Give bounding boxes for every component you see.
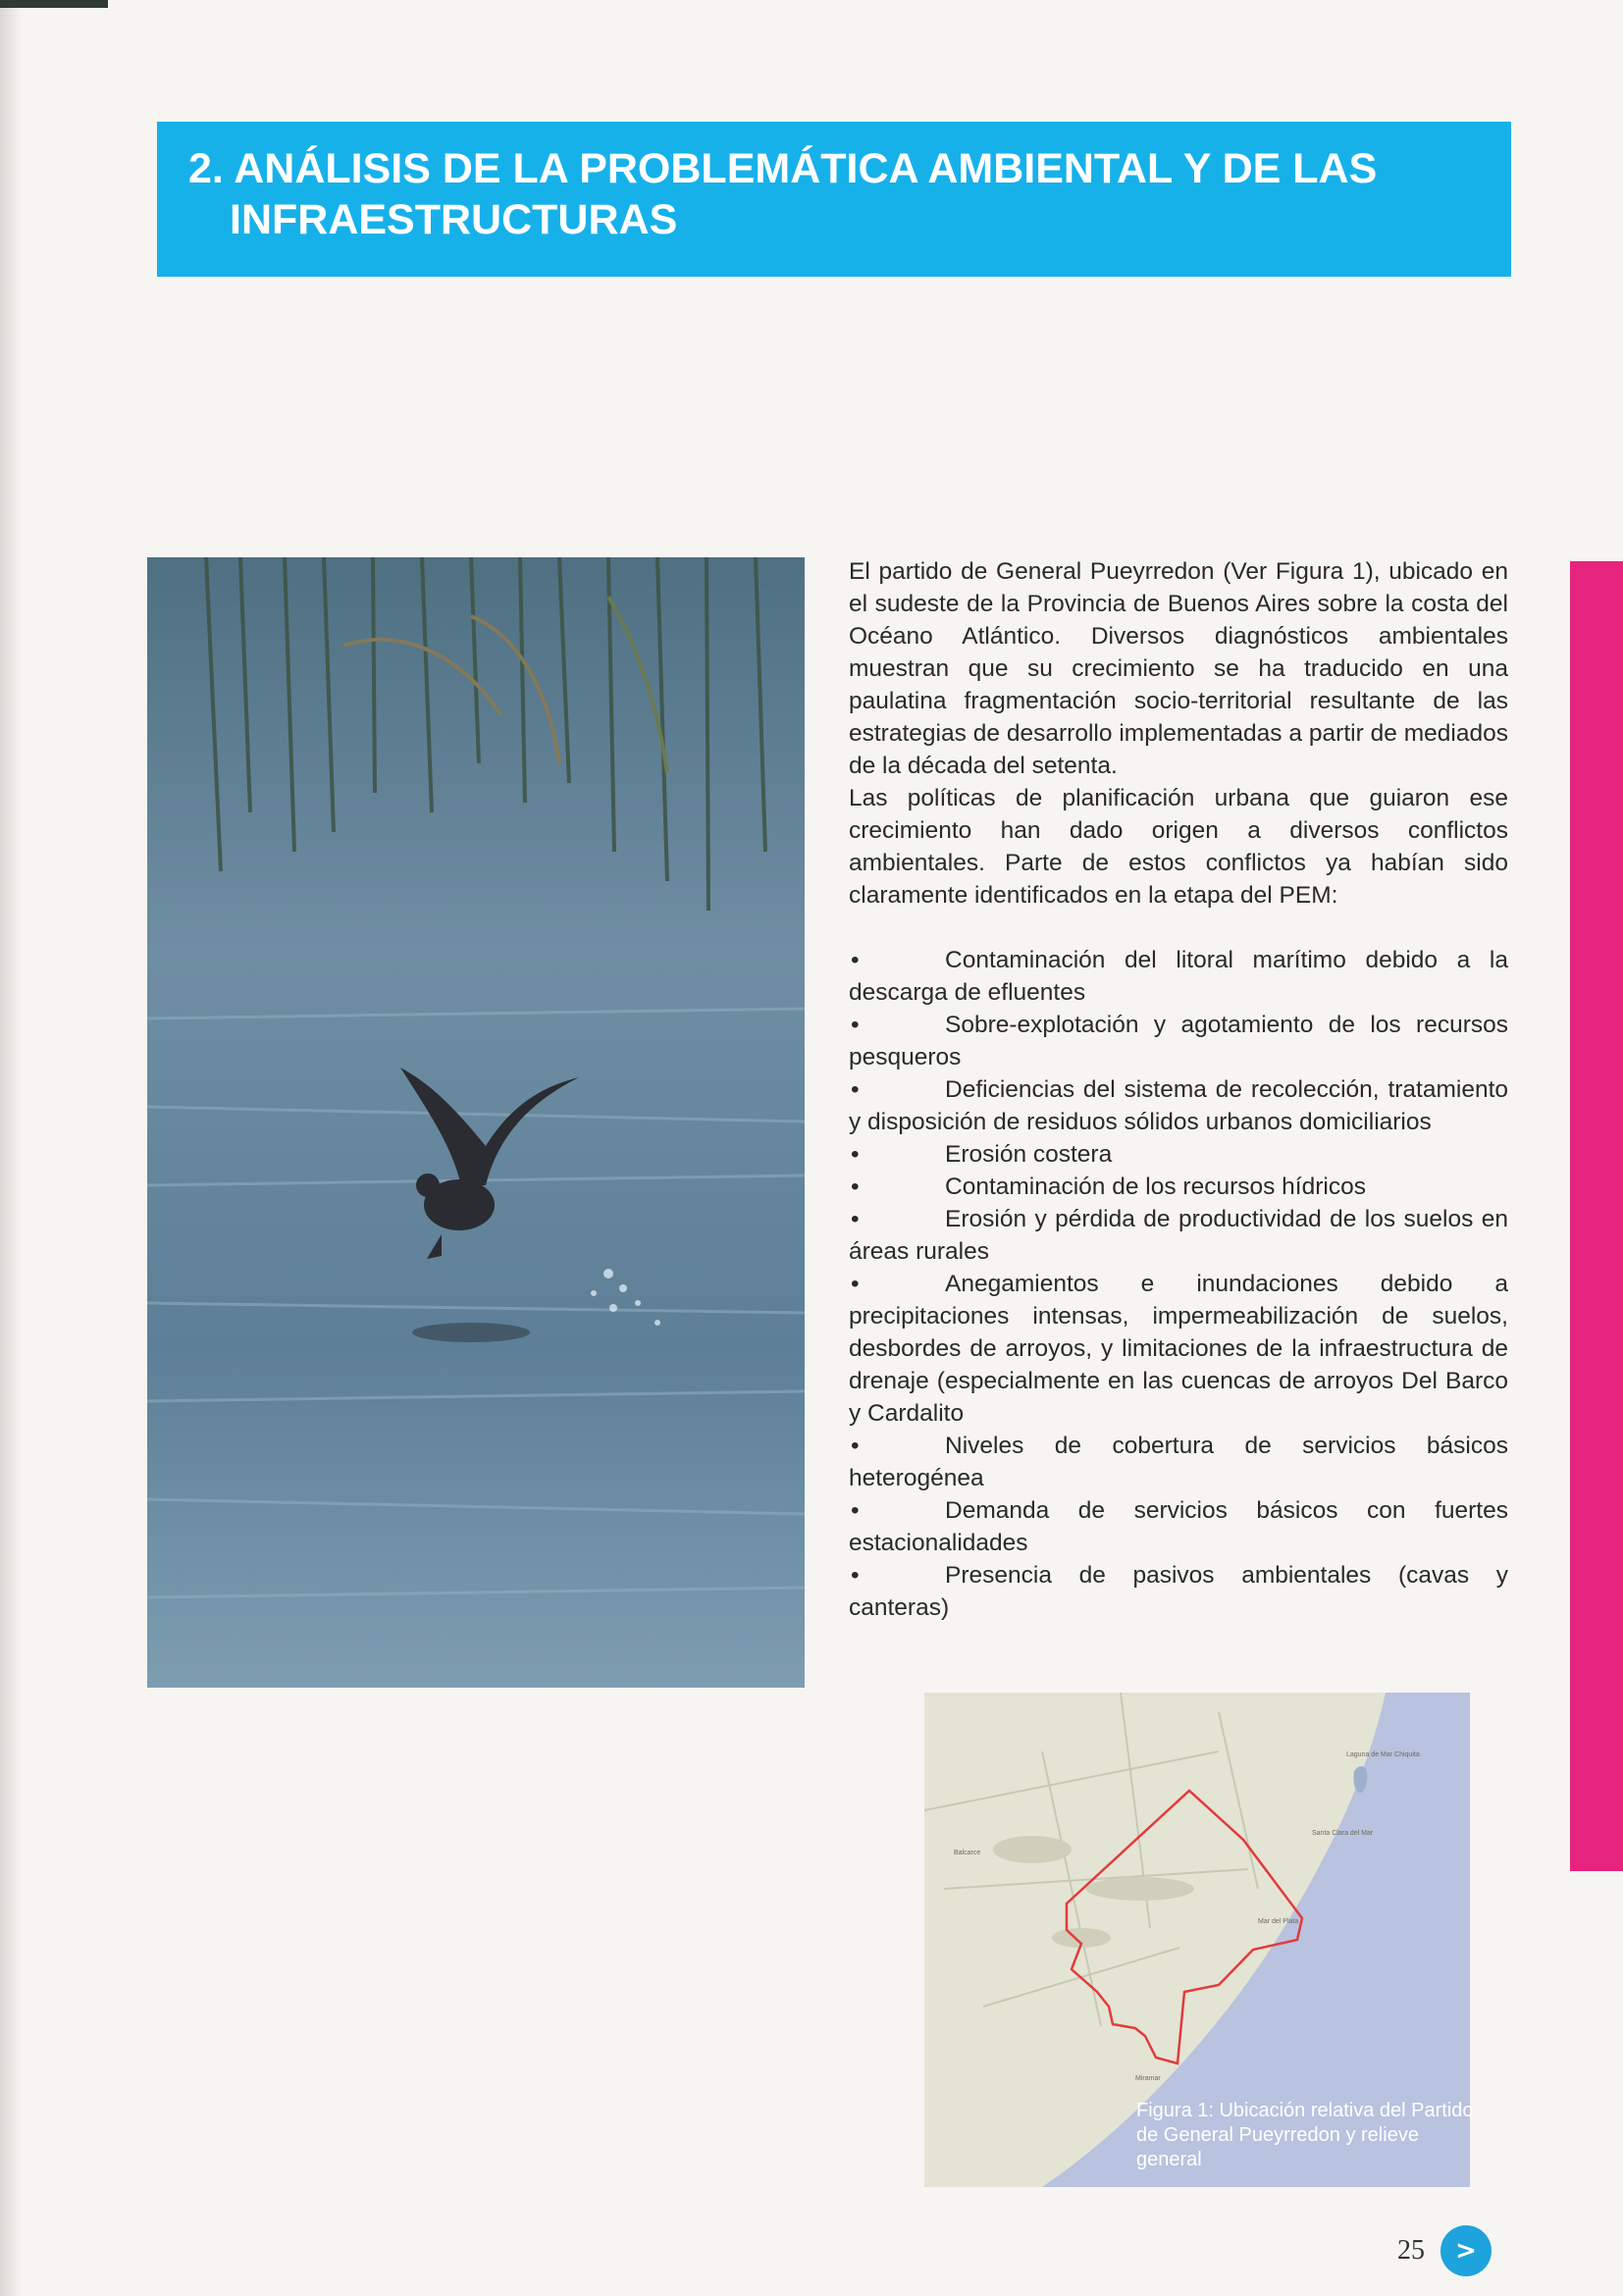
accent-side-strip: [1570, 561, 1623, 1871]
bullet-icon: •: [851, 1562, 860, 1589]
intro-paragraph-1: El partido de General Pueyrredon (Ver Figura 1), ubicado en el sudeste de la Provincia de Buenos Aires sobre la costa del Océano Atlántico. Diversos diagnósticos ambientales muestran que su crecimiento se ha traducido en una paulatina fragmentación socio-territorial resultante de las estrategias de desarrollo implementadas a partir de mediados de la década del setenta.: [849, 558, 1508, 779]
bullet-icon: •: [851, 1206, 860, 1232]
list-item: [849, 1138, 1508, 1171]
list-item-text: Erosión costera: [945, 1141, 1113, 1168]
section-title-bar: [157, 122, 1511, 277]
section-title-line-1: 2. ANÁLISIS DE LA PROBLEMÁTICA AMBIENTAL Y DE LAS: [188, 145, 1378, 192]
bullet-icon: •: [851, 1433, 860, 1459]
list-item-text: Niveles de cobertura de servicios básicos heterogénea: [849, 1433, 1508, 1491]
page-number: 25: [1397, 2235, 1425, 2266]
list-item-text: Deficiencias del sistema de recolección, tratamiento y disposición de residuos sólidos urbanos domiciliarios: [849, 1076, 1508, 1135]
list-item: [849, 1171, 1508, 1203]
map-label-west-town: Balcarce: [954, 1850, 981, 1856]
list-item: [849, 1009, 1508, 1073]
list-item: [849, 1073, 1508, 1138]
intro-paragraph-2: Las políticas de planificación urbana que guiaron ese crecimiento han dado origen a diversos conflictos ambientales. Parte de estos conflictos ya habían sido claramente identificados en la etapa del PEM:: [849, 785, 1508, 909]
list-item-text: Anegamientos e inundaciones debido a precipitaciones intensas, impermeabilización de suelos, desbordes de arroyos, y limitaciones de la infraestructura de drenaje (especialmente en las cuencas de arroyos Del Barco y Cardalito: [849, 1271, 1508, 1427]
bullet-icon: •: [851, 947, 860, 973]
bullet-icon: •: [851, 1271, 860, 1297]
list-item: [849, 944, 1508, 1009]
map-label-south-town: Miramar: [1135, 2075, 1161, 2082]
map-label-north-town: Santa Clara del Mar: [1312, 1830, 1374, 1837]
list-item: [849, 1559, 1508, 1624]
map-label-city: Mar del Plata: [1258, 1918, 1299, 1925]
body-text: [849, 555, 1508, 1624]
section-title: [188, 143, 1472, 245]
bird-photo: [147, 557, 805, 1688]
list-item-text: Contaminación de los recursos hídricos: [945, 1174, 1366, 1200]
list-item-text: Contaminación del litoral marítimo debido a la descarga de efluentes: [849, 947, 1508, 1006]
page-spine-shadow: [0, 0, 22, 2296]
figure-caption: Figura 1: Ubicación relativa del Partido de General Pueyrredon y relieve general: [1136, 2100, 1474, 2170]
corner-mark: [0, 0, 108, 8]
list-item: [849, 1268, 1508, 1430]
list-item-text: Erosión y pérdida de productividad de los suelos en áreas rurales: [849, 1206, 1508, 1265]
bullet-icon: •: [851, 1141, 860, 1168]
section-title-line-2: INFRAESTRUCTURAS: [230, 196, 678, 243]
map-label-lagoon: Laguna de Mar Chiquita: [1346, 1751, 1420, 1758]
list-item-text: Demanda de servicios básicos con fuertes estacionalidades: [849, 1497, 1508, 1556]
list-item: [849, 1494, 1508, 1559]
bullet-icon: •: [851, 1012, 860, 1038]
list-item: [849, 1203, 1508, 1268]
next-page-button[interactable]: >: [1440, 2225, 1492, 2276]
list-item-text: Sobre-explotación y agotamiento de los recursos pesqueros: [849, 1012, 1508, 1070]
list-item-text: Presencia de pasivos ambientales (cavas y canteras): [849, 1562, 1508, 1621]
list-item: [849, 1430, 1508, 1494]
problem-list: [849, 944, 1508, 1624]
bullet-icon: •: [851, 1174, 860, 1200]
bullet-icon: •: [851, 1497, 860, 1524]
bullet-icon: •: [851, 1076, 860, 1103]
